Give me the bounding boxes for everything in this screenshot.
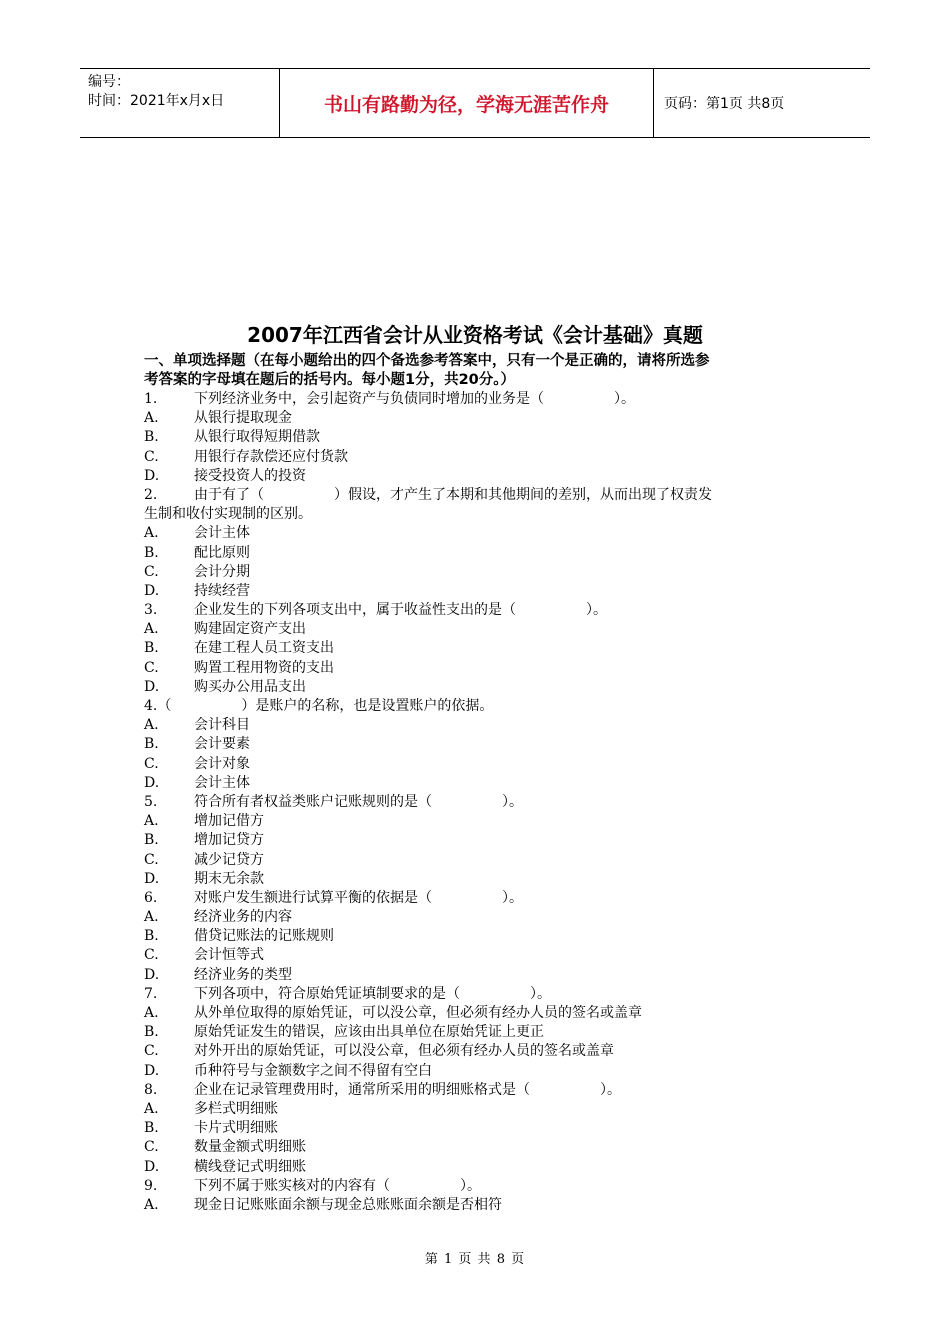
item-text: 横线登记式明细账 [194, 1158, 306, 1175]
text-line [144, 563, 824, 582]
item-text: 从外单位取得的原始凭证，可以没公章，但必须有经办人员的签名或盖章 [194, 1005, 642, 1021]
question-list [144, 390, 824, 1215]
item-text: 原始凭证发生的错误，应该由出具单位在原始凭证上更正 [194, 1024, 544, 1041]
text-line [144, 946, 824, 965]
item-number: D. [144, 870, 160, 887]
item-text: 会计科目 [194, 717, 250, 734]
item-text: 购买办公用品支出 [194, 678, 306, 695]
item-number: A. [144, 525, 159, 542]
page-footer: 第 1 页 共 8 页 [424, 1252, 526, 1267]
item-number: C. [144, 563, 159, 580]
item-text: 企业在记录管理费用时，通常所采用的明细账格式是（ ）。 [194, 1081, 621, 1098]
header-page-info: 页码：第1页 共8页 [664, 96, 785, 112]
item-number: C. [144, 851, 159, 868]
text-line [144, 428, 824, 447]
text-line [144, 678, 824, 697]
item-number: B. [144, 736, 159, 753]
item-number: 3. [144, 602, 158, 619]
text-line [144, 505, 824, 524]
item-text: 购置工程用物资的支出 [194, 659, 334, 676]
item-number: 1. [144, 391, 158, 407]
item-number: D. [144, 582, 160, 599]
item-number: B. [144, 1120, 159, 1137]
text-line [144, 467, 824, 486]
text-line [144, 966, 824, 985]
item-text: 下列各项中，符合原始凭证填制要求的是（ ）。 [194, 985, 551, 1002]
text-line [144, 697, 824, 716]
text-line [144, 1062, 824, 1081]
text-line [144, 831, 824, 850]
item-text: 4.（ ）是账户的名称，也是设置账户的依据。 [144, 698, 494, 714]
text-line [144, 486, 824, 505]
text-line [144, 908, 824, 927]
document-title: 2007年江西省会计从业资格考试《会计基础》真题 [247, 323, 703, 347]
text-line [144, 448, 824, 467]
item-number: C. [144, 947, 159, 964]
item-number: A. [144, 813, 159, 830]
item-number: B. [144, 832, 159, 849]
item-text: 经济业务的类型 [194, 966, 292, 983]
section-heading-line-2: 考答案的字母填在题后的括号内。每小题1分，共20分。） [144, 372, 516, 388]
item-text: 生制和收付实现制的区别。 [144, 506, 312, 523]
item-number: D. [144, 1158, 160, 1175]
text-line [144, 1177, 824, 1196]
item-text: 会计要素 [194, 736, 250, 753]
code-label: 编号： [88, 74, 130, 90]
item-number: 5. [144, 793, 158, 810]
text-line [144, 524, 824, 543]
item-text: 会计恒等式 [194, 947, 264, 964]
item-number: A. [144, 1100, 159, 1117]
item-number: B. [144, 928, 159, 945]
text-line [144, 659, 824, 678]
text-line [144, 1100, 824, 1119]
item-number: 6. [144, 889, 158, 906]
time-label: 时间：2021年x月x日 [88, 93, 225, 109]
item-number: A. [144, 410, 159, 427]
text-line [144, 1081, 824, 1100]
item-number: C. [144, 1139, 159, 1156]
item-number: D. [144, 774, 160, 791]
item-number: A. [144, 1005, 159, 1021]
text-line [144, 601, 824, 620]
item-number: 7. [144, 985, 158, 1002]
item-text: 借贷记账法的记账规则 [194, 928, 334, 945]
item-number: C. [144, 755, 159, 772]
text-line [144, 793, 824, 812]
text-line [144, 1196, 824, 1215]
item-text: 下列不属于账实核对的内容有（ ）。 [194, 1177, 481, 1194]
item-number: A. [144, 621, 159, 638]
item-number: 9. [144, 1177, 158, 1194]
item-text: 从银行取得短期借款 [194, 429, 320, 446]
text-line [144, 1042, 824, 1061]
section-heading-line-1: 一、单项选择题（在每小题给出的四个备选参考答案中，只有一个是正确的，请将所选参 [144, 353, 710, 369]
item-text: 减少记贷方 [194, 851, 264, 868]
text-line [144, 985, 824, 1004]
item-number: D. [144, 1062, 160, 1079]
text-line [144, 620, 824, 639]
item-number: 8. [144, 1081, 158, 1098]
text-line [144, 582, 824, 601]
text-line [144, 1119, 824, 1138]
text-line [144, 851, 824, 870]
item-number: 2. [144, 486, 158, 503]
header-motto: 书山有路勤为径，学海无涯苦作舟 [280, 69, 654, 137]
item-text: 卡片式明细账 [194, 1120, 278, 1137]
item-text: 接受投资人的投资 [194, 467, 306, 484]
item-number: C. [144, 448, 159, 465]
item-text: 期末无余款 [194, 870, 264, 887]
text-line [144, 1004, 824, 1023]
text-line [144, 716, 824, 735]
page-header [80, 68, 870, 138]
item-text: 符合所有者权益类账户记账规则的是（ ）。 [194, 793, 523, 810]
item-text: 用银行存款偿还应付货款 [194, 448, 348, 465]
item-number: A. [144, 1196, 159, 1213]
item-text: 多栏式明细账 [194, 1100, 278, 1117]
header-meta [80, 69, 280, 137]
item-text: 对账户发生额进行试算平衡的依据是（ ）。 [194, 889, 523, 906]
item-text: 增加记贷方 [194, 832, 264, 849]
text-line [144, 735, 824, 754]
text-line [144, 544, 824, 563]
text-line [144, 409, 824, 428]
item-text: 购建固定资产支出 [194, 621, 306, 638]
item-text: 在建工程人员工资支出 [194, 640, 334, 657]
text-line [144, 755, 824, 774]
item-number: D. [144, 966, 160, 983]
item-number: A. [144, 717, 159, 734]
item-number: C. [144, 659, 159, 676]
text-line [144, 390, 824, 409]
text-line [144, 1138, 824, 1157]
text-line [144, 1158, 824, 1177]
item-text: 持续经营 [194, 582, 250, 599]
text-line [144, 639, 824, 658]
item-text: 会计对象 [194, 755, 250, 772]
item-text: 数量金额式明细账 [194, 1139, 306, 1156]
item-text: 从银行提取现金 [194, 410, 292, 427]
text-line [144, 812, 824, 831]
item-number: D. [144, 467, 160, 484]
item-text: 配比原则 [194, 544, 250, 561]
item-number: A. [144, 909, 159, 926]
item-number: B. [144, 1024, 159, 1041]
item-text: 币种符号与金额数字之间不得留有空白 [194, 1062, 432, 1079]
section-heading [144, 352, 824, 390]
item-text: 经济业务的内容 [194, 909, 292, 926]
item-text: 现金日记账账面余额与现金总账账面余额是否相符 [194, 1196, 502, 1213]
text-line [144, 889, 824, 908]
item-text: 会计主体 [194, 774, 250, 791]
item-text: 会计主体 [194, 525, 250, 542]
item-number: B. [144, 429, 159, 446]
item-text: 下列经济业务中，会引起资产与负债同时增加的业务是（ ）。 [194, 391, 635, 407]
item-text: 增加记借方 [194, 813, 264, 830]
item-text: 对外开出的原始凭证，可以没公章，但必须有经办人员的签名或盖章 [194, 1043, 614, 1060]
item-text: 由于有了（ ）假设，才产生了本期和其他期间的差别，从而出现了权责发 [194, 486, 712, 503]
item-number: C. [144, 1043, 159, 1060]
item-number: D. [144, 678, 160, 695]
item-text: 会计分期 [194, 563, 250, 580]
text-line [144, 1023, 824, 1042]
text-line [144, 927, 824, 946]
text-line [144, 870, 824, 889]
item-text: 企业发生的下列各项支出中，属于收益性支出的是（ ）。 [194, 602, 607, 619]
text-line [144, 774, 824, 793]
item-number: B. [144, 544, 159, 561]
item-number: B. [144, 640, 159, 657]
